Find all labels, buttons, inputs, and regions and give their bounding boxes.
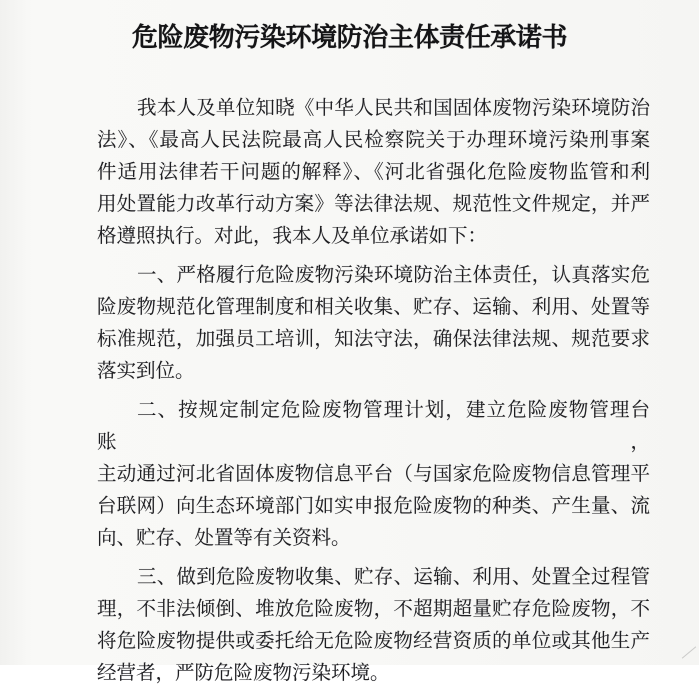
document-line: 二、按规定制定危险废物管理计划，建立危险废物管理台账， (97, 400, 650, 453)
document-title: 危险废物污染环境防治主体责任承诺书 (131, 23, 568, 52)
scan-edge-artifact (682, 646, 696, 658)
document-line: 格遵照执行。对此，我本人及单位承诺如下： (97, 226, 488, 247)
document-line: 一、严格履行危险废物污染环境防治主体责任，认真落实危 (136, 265, 650, 286)
document-line: 用处置能力改革行动方案》等法律法规、规范性文件规定，并严 (97, 194, 650, 215)
paragraph-item-3 (97, 562, 650, 690)
paragraph-item-1 (97, 260, 650, 388)
document-line: 向、贮存、处置等有关资料。 (97, 528, 351, 549)
document-line: 经营者，严防危险废物污染环境。 (97, 663, 390, 684)
document-line: 法》、《最高人民法院最高人民检察院关于办理环境污染刑事案 (97, 130, 650, 151)
document-line: 三、做到危险废物收集、贮存、运输、利用、处置全过程管 (136, 567, 650, 588)
document-line: 险废物规范化管理制度和相关收集、贮存、运输、利用、处置等 (97, 297, 650, 318)
document-line: 落实到位。 (97, 361, 195, 382)
document-line: 台联网）向生态环境部门如实申报危险废物的种类、产生量、流 (97, 496, 650, 517)
document-line: 标准规范，加强员工培训，知法守法，确保法律法规、规范要求 (97, 329, 650, 350)
document-line: 理，不非法倾倒、堆放危险废物，不超期超量贮存危险废物，不 (97, 599, 650, 620)
document-line: 件适用法律若干问题的解释》、《河北省强化危险废物监管和利 (97, 162, 650, 183)
paragraph-intro (97, 93, 650, 253)
document-line: 主动通过河北省固体废物信息平台（与国家危险废物信息管理平 (97, 464, 650, 485)
document-line: 将危险废物提供或委托给无危险废物经营资质的单位或其他生产 (97, 631, 650, 652)
document-body (97, 93, 650, 697)
document-line: 我本人及单位知晓《中华人民共和国固体废物污染环境防治 (136, 98, 650, 119)
paragraph-item-2 (97, 395, 650, 555)
